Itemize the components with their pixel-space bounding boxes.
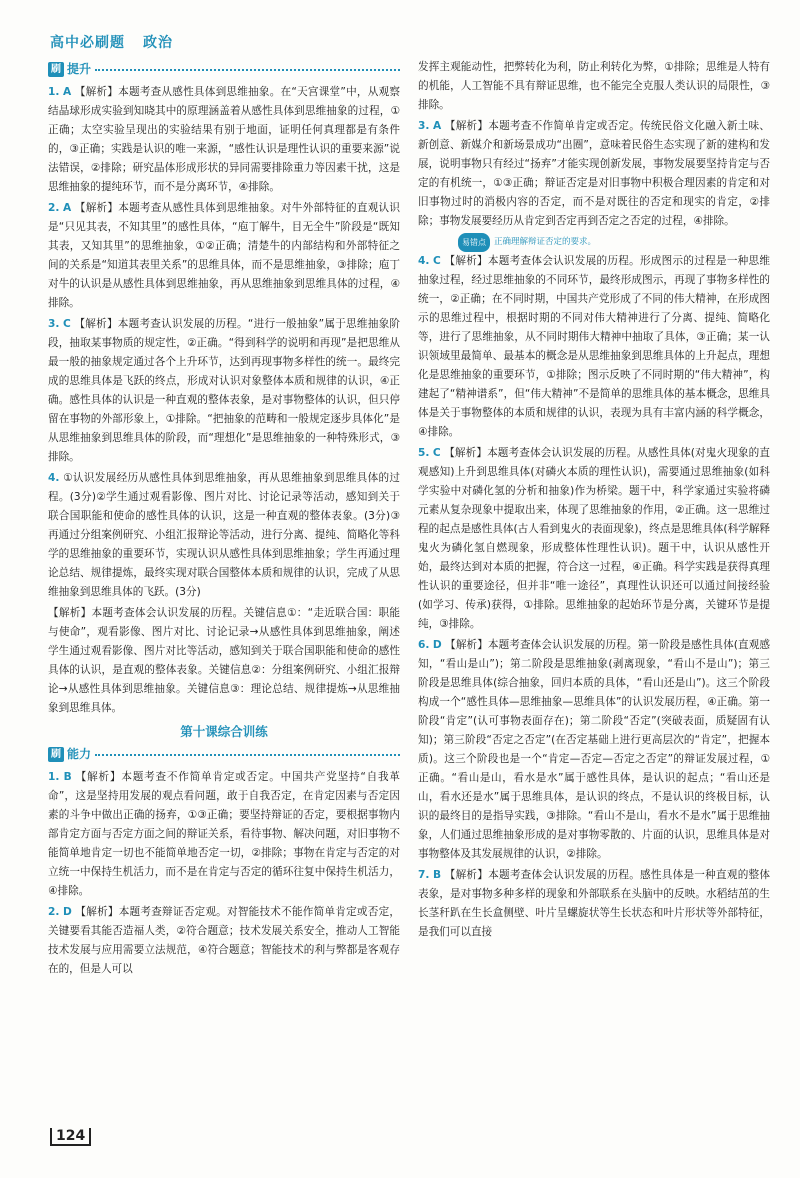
section-badge: 刷 — [48, 62, 64, 77]
item-number: 2. — [48, 202, 60, 214]
note-text: 正确理解辩证否定的要求。 — [494, 237, 597, 247]
analysis-text: 【解析】本题考查体会认识发展的历程。关键信息①：“走近联合国：职能与使命”，观看影像、图片对比、讨论记录→从感性具体到思维抽象，阐述学生通过观看影像、图片对比等活动，感知到关于联合国职能和使命的感性具体的认识，是直观的整体表象。关键信息②：分组案例研究、小组汇报辩论→从感性具体到思维抽象。关键信息③：理论总结、规律提炼→从思维抽象到思维具体。 — [48, 607, 400, 714]
answer-item — [48, 315, 400, 467]
item-answer: A — [63, 202, 72, 214]
item-answer: B — [433, 869, 442, 881]
section-tisheng — [48, 60, 400, 79]
section-badge: 刷 — [48, 747, 64, 762]
item-text: 【解析】本题考查体会认识发展的历程。感性具体是一种直观的整体表象，是对事物多种多样的现象和外部联系在头脑中的反映。水稻结茁的生长茎秆趴在生长盒侧壁、叶片呈螺旋状等生长状态和叶片形状等外部特征，是我们可以直接 — [418, 869, 770, 938]
page-header — [50, 32, 191, 52]
left-column — [48, 58, 400, 981]
item-text: 【解析】本题考查从感性具体到思维抽象。在“天宫课堂”中，从观察结晶球形成实验到知晓其中的原理涵盖着从感性具体到思维抽象的过程，①正确；太空实验呈现出的实验结果有别于地面，证明任何真理都是有条件的，③正确；实践是认识的唯一来源，“感性认识是理性认识的重要来源”说法错误，②排除；研究晶体形成形状的异同需要排除重力等因素干扰，这是思维抽象的提纯环节，而不是分离环节，④排除。 — [48, 86, 400, 193]
item-number: 7. — [418, 869, 430, 881]
item-answer: D — [63, 906, 72, 918]
section-title: 提升 — [67, 62, 92, 76]
item-answer: A — [63, 86, 72, 98]
answer-item — [418, 117, 770, 231]
item-answer-text: ①认识发展经历从感性具体到思维抽象，再从思维抽象到思维具体的过程。(3分)②学生通过观看影像、图片对比、讨论记录等活动，感知到关于联合国职能和使命的感性具体的认识，这是一种直观的整体表象。(3分)③再通过分组案例研究、小组汇报辩论等活动，进行分离、提纯、简略化等科学的思维抽象的重要环节，实现认识从感性具体到思维抽象；学生再通过理论总结、规律提炼，最终实现对联合国整体本质和规律的认识，完成了从思维抽象到思维具体的飞跃。(3分) — [48, 472, 400, 598]
item-text: 【解析】本题考查不作简单肯定或否定。传统民俗文化融入新土味、新创意、新媒介和新场景成功“出圈”，意味着民俗生态实现了新的建构和发展，说明事物只有经过“扬弃”才能实现创新发展，事物发展要坚持肯定与否定的有机统一，①③正确；辩证否定是对旧事物中积极合理因素的肯定和对旧事物过时的消极内容的否定，而不是对既往的否定和现实的肯定，②排除；事物发展要经历从肯定到否定再到否定之否定的过程，④排除。 — [418, 120, 770, 227]
item-answer: C — [433, 255, 441, 267]
answer-item — [418, 866, 770, 942]
page-number: 124 — [50, 1128, 91, 1146]
answer-item — [48, 199, 400, 313]
item-text: 【解析】本题考查体会认识发展的历程。形成图示的过程是一种思维抽象过程，经过思维抽象的不同环节，最终形成图示，再现了事物多样性的统一，②正确；在不同时期，中国共产党形成了不同的伟大精神，在形成图示的思维过程中，根据时期的不同对伟大精神进行了分离、提纯、简略化等，进行了思维抽象，从不同时期伟大精神中抽取了具体，③正确；某一认识领域里最简单、最基本的概念是从思维抽象到思维具体的上升起点，理想化是思维抽象的重要环节，①排除；图示反映了不同时期的“伟大精神”，构建起了“精神谱系”，但“伟大精神”不是简单的思维具体的基本概念，思维具体是关于事物整体的本质和规律的认识，表现为具有丰富内涵的科学概念，④排除。 — [418, 255, 770, 438]
answer-item — [48, 83, 400, 197]
chapter-review-title: 第十课综合训练 — [180, 724, 268, 739]
item-number: 3. — [48, 318, 60, 330]
item-text: 【解析】本题考查认识发展的历程。“进行一般抽象”属于思维抽象阶段，抽取某事物质的规定性，②正确。“得到科学的说明和再现”是把思维从最一般的抽象规定通过各个上升环节，达到再现事物多样性的统一。最终完成的思维具体是飞跃的终点，形成对认识对象整体本质和规律的认识，④正确。感性具体的认识是一种直观的整体表象，是对事物整体的认识，但只停留在事物的外部形象上，①排除。“把抽象的范畴和一般规定逐步具体化”是从思维抽象到思维具体的阶段，而“理想化”是思维抽象的一种特殊形式，③排除。 — [48, 318, 400, 463]
item-text: 【解析】本题考查从感性具体到思维抽象。对牛外部特征的直观认识是“只见其表，不知其里”的感性具体，“庖丁解牛，目无全牛”阶段是“既知其表，又知其里”的思维抽象，①②正确；清楚牛的内部结构和外部特征之间的关系是“知道其表里关系”的思维具体，而不是思维抽象，③排除；庖丁对牛的认识是从感性具体到思维抽象，再从思维抽象到思维具体的过程，④排除。 — [48, 202, 400, 309]
item-number: 1. — [48, 86, 60, 98]
item-text: 【解析】本题考查不作简单肯定或否定。中国共产党坚持“自我革命”，这是坚持用发展的观点看问题，敢于自我否定，在肯定因素与否定因素的斗争中做出正确的扬弃，①③正确；要坚持辩证的否定，要根据事物内部肯定方面与否定方面之间的辩证关系，看待事物、解决问题，对旧事物不能简单地肯定一切也不能简单地否定一切，②排除；事物在肯定与否定的对立统一中保持生机活力，而不是在肯定与否定的循环往复中保持生机活力，④排除。 — [48, 771, 400, 897]
item-text: 【解析】本题考查体会认识发展的历程。第一阶段是感性具体(直观感知，“看山是山”)；第二阶段是思维抽象(剥离现象，“看山不是山”)；第三阶段是思维具体(综合抽象，回归本质的具体，“看山还是山”)。这三个阶段构成一个“感性具体—思维抽象—思维具体”的认识发展历程，④正确。第一阶段“肯定”(认可事物表面存在)；第二阶段“否定”(突破表面，质疑固有认知)；第三阶段“否定之否定”(在否定基础上进行更高层次的“肯定”，把握本质)。这三个阶段也是一个“肯定—否定—否定之否定”的辩证发展过程，①正确。“看山是山，看水是水”属于感性具体，是认识的起点；“看山还是山，看水还是水”属于思维具体，是认识的终点，不是认识的终极目标，认识的最终目的是指导实践，③排除。“看山不是山，看水不是水”属于思维抽象，人们通过思维抽象形成的是对事物零散的、片面的认识，思维具体是对事物整体及其发展规律的认识，②排除。 — [418, 639, 770, 860]
item-number: 4. — [48, 472, 60, 484]
item-text: 【解析】本题考查体会认识发展的历程。从感性具体(对鬼火现象的直观感知)上升到思维具体(对磷火本质的理性认识)，需要通过思维抽象(如科学实验中对磷化氢的分析和抽象)作为桥梁。题干中，科学家通过实验将磷元素从复杂现象中提取出来，体现了思维抽象的作用，②正确。这一思维过程的起点是感性具体(古人看到鬼火的表面现象)，终点是思维具体(科学解释鬼火为磷化氢自燃现象，形成整体性理性认识)。题干中，认识从感性开始，最终达到对本质的把握，符合这一过程，④正确。科学实践是获得真理性认识的重要途径，但并非“唯一途径”，真理性认识还可以通过间接经验(如学习、传承)获得，①排除。思维抽象的起始环节是分离，关键环节是提纯，③排除。 — [418, 447, 770, 630]
section-divider — [95, 69, 400, 71]
note-badge: 易错点 — [458, 233, 490, 252]
item-number: 1. — [48, 771, 60, 783]
item-answer: B — [63, 771, 72, 783]
item-number: 3. — [418, 120, 430, 132]
answer-item — [418, 444, 770, 634]
item-text: 【解析】本题考查辩证否定观。对智能技术不能作简单肯定或否定，关键要看其能否造福人类，②符合题意；技术发展关系安全，推动人工智能技术发展与应用需要立法规范，④符合题意；智能技术的利与弊都是客观存在的，但是人可以 — [48, 906, 400, 975]
section-nengli — [48, 745, 400, 764]
item-number: 4. — [418, 255, 430, 267]
item-answer: D — [432, 639, 442, 651]
item-answer: C — [63, 318, 71, 330]
section-divider — [95, 754, 400, 756]
item-number: 5. — [418, 447, 430, 459]
book-title: 高中必刷题 — [50, 35, 125, 51]
right-column — [418, 58, 770, 944]
answer-item — [48, 903, 400, 979]
item-number: 6. — [418, 639, 430, 651]
answer-item — [418, 636, 770, 864]
continued-text: 发挥主观能动性，把弊转化为利，防止利转化为弊，①排除；思维是人特有的机能，人工智能不具有辩证思维，也不能完全克服人类认识的局限性，③排除。 — [418, 61, 770, 111]
error-prone-note — [458, 233, 770, 252]
item-answer: A — [433, 120, 442, 132]
answer-item — [418, 252, 770, 442]
subject-title: 政治 — [143, 35, 173, 51]
answer-item — [48, 469, 400, 602]
answer-item — [48, 768, 400, 901]
item-answer: C — [432, 447, 441, 459]
section-title: 能力 — [67, 747, 92, 761]
item-number: 2. — [48, 906, 60, 918]
